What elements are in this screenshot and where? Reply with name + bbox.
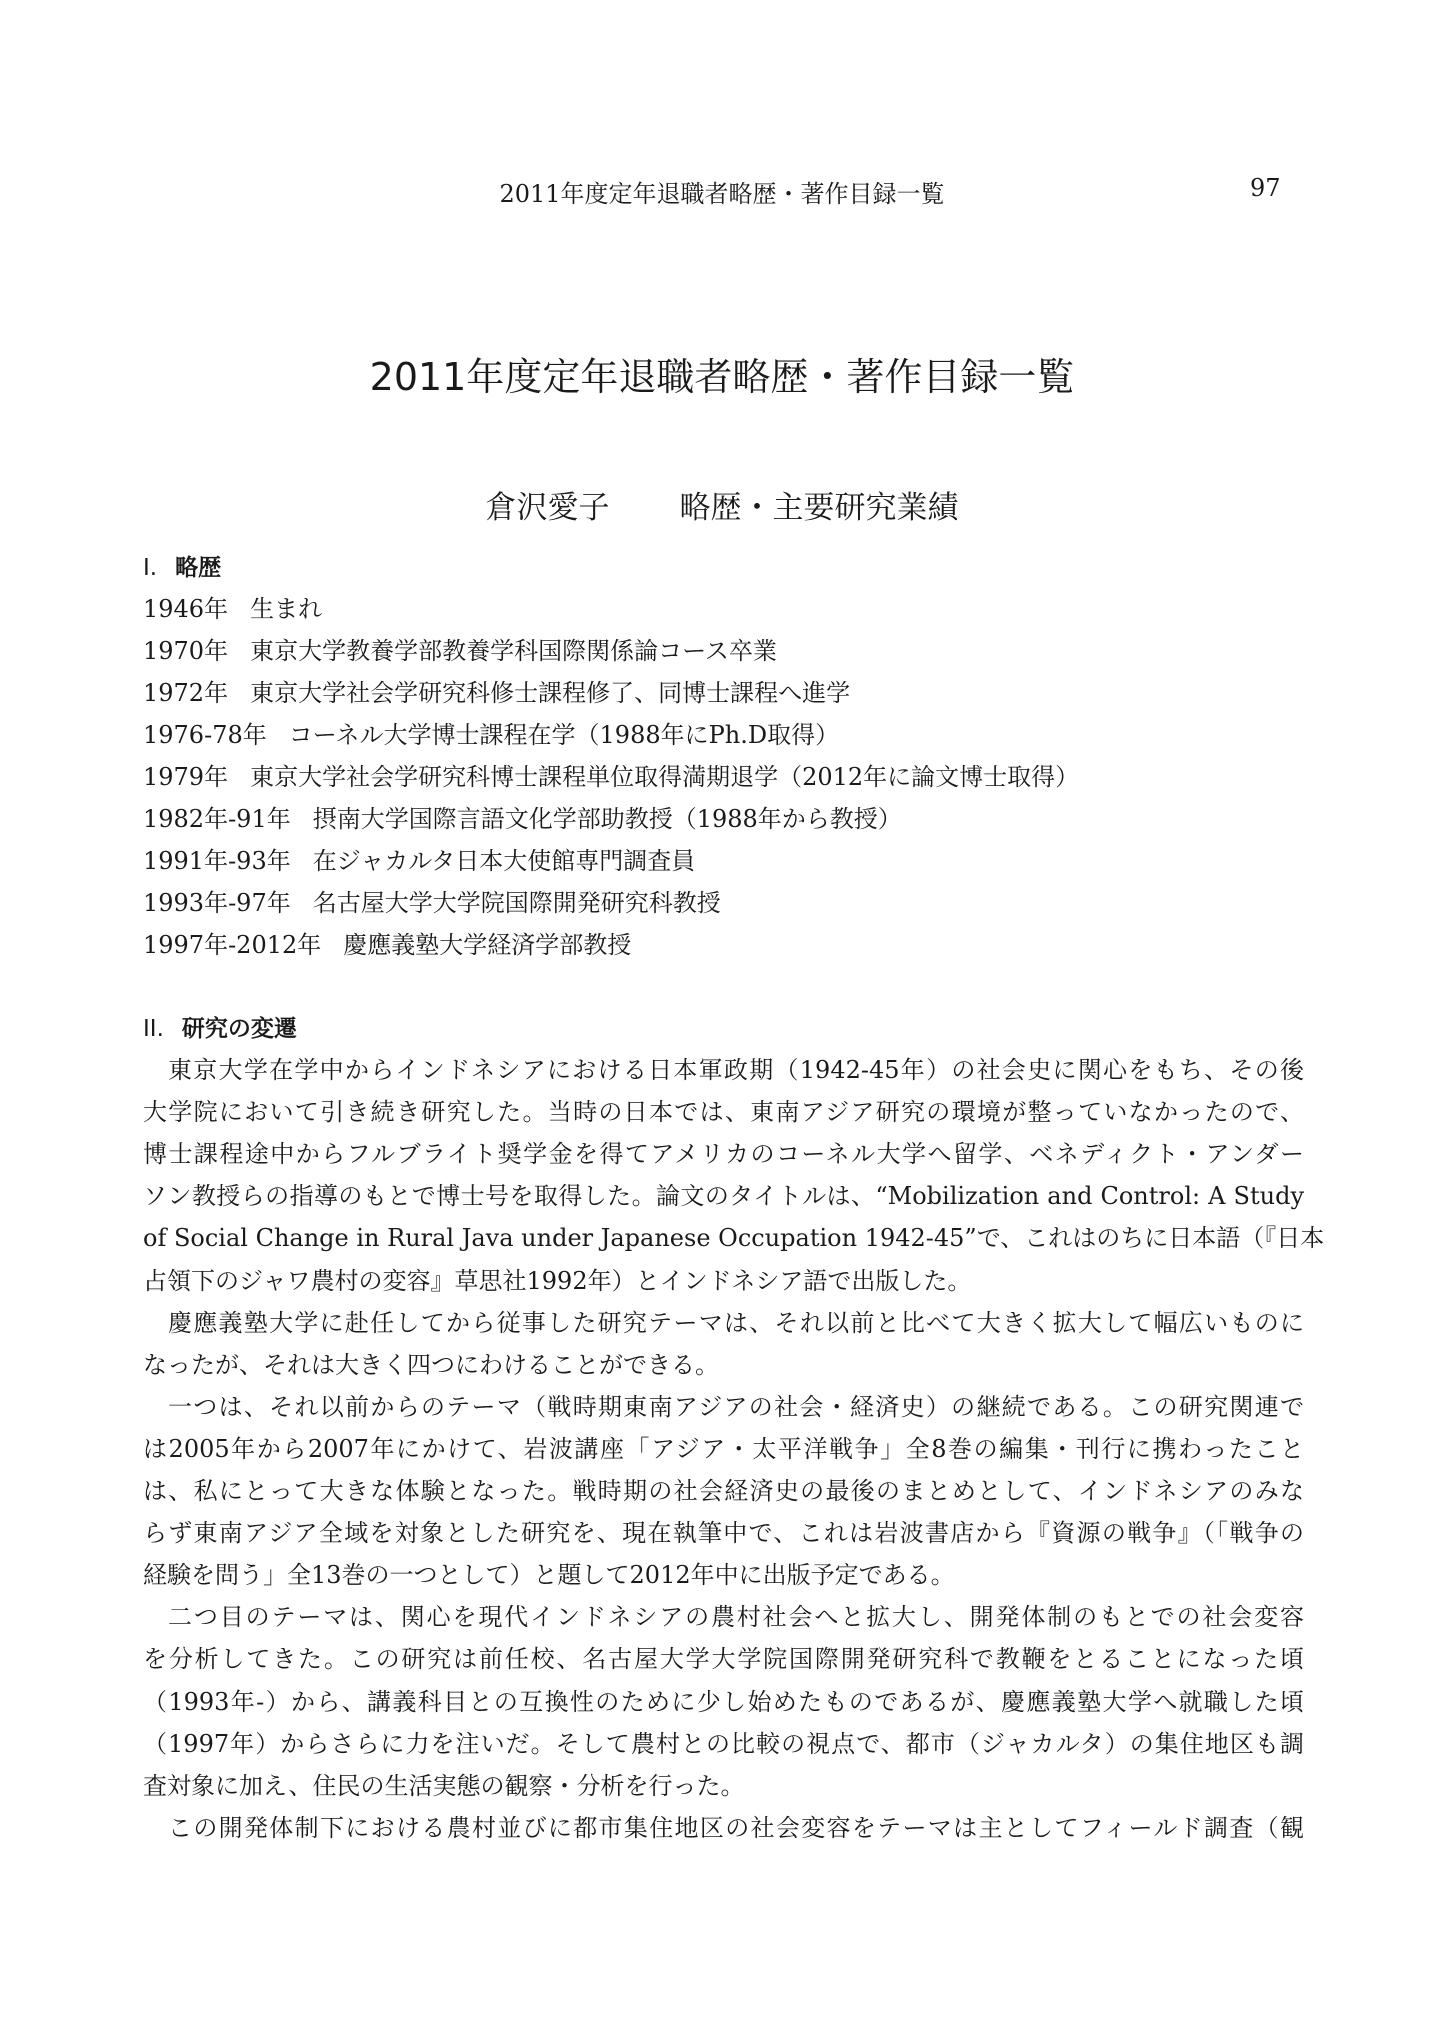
timeline-entry	[143, 715, 839, 750]
paragraph-line: 慶應義塾大学に赴任してから従事した研究テーマは、それ以前と比べて大きく拡大して幅広いものに	[168, 1308, 1304, 1337]
timeline-text: 東京大学教養学部教養学科国際関係論コース卒業	[250, 637, 777, 665]
timeline-entry	[143, 799, 902, 834]
section-title: 略歴	[175, 555, 222, 581]
paragraph-line: 占領下のジャワ農村の変容』草思社1992年）とインドネシア語で出版した。	[143, 1266, 972, 1295]
timeline-text: 慶應義塾大学経済学部教授	[343, 931, 632, 959]
paragraph-line: 一つは、それ以前からのテーマ（戦時期東南アジアの社会・経済史）の継続である。この研究関連で	[168, 1392, 1304, 1421]
running-header-title: 2011年度定年退職者略歴・著作目録一覧	[499, 180, 945, 208]
subtitle-label: 略歴・主要研究業績	[679, 490, 959, 526]
section-heading-career	[143, 549, 221, 582]
timeline-text: 在ジャカルタ日本大使館専門調査員	[312, 847, 696, 875]
timeline-text: 東京大学社会学研究科博士課程単位取得満期退学（2012年に論文博士取得）	[250, 763, 1080, 791]
timeline-entry	[143, 589, 322, 624]
timeline-text: 名古屋大学大学院国際開発研究科教授	[312, 889, 721, 917]
section-number: I.	[143, 555, 158, 581]
paragraph-line: of Social Change in Rural Java under Japanese Occupation 1942-45”で、これはのちに日本語（『日本	[143, 1224, 1325, 1253]
timeline-year: 1972年	[143, 679, 229, 707]
paragraph-line: らず東南アジア全域を対象とした研究を、現在執筆中で、これは岩波書店から『資源の戦争』（「戦争の	[143, 1519, 1304, 1548]
paragraph-line: 査対象に加え、住民の生活実態の観察・分析を行った。	[143, 1771, 745, 1800]
page-title: 2011年度定年退職者略歴・著作目録一覧	[369, 355, 1075, 399]
section-title: 研究の変遷	[181, 1016, 297, 1042]
timeline-year: 1976-78年	[143, 721, 267, 749]
timeline-entry	[143, 631, 777, 666]
timeline-year: 1946年	[143, 595, 229, 623]
timeline-text: 生まれ	[250, 595, 323, 623]
timeline-text: コーネル大学博士課程在学（1988年にPh.D取得）	[288, 721, 840, 749]
paragraph-line: は、私にとって大きな体験となった。戦時期の社会経済史の最後のまとめとして、インドネシアのみな	[143, 1477, 1304, 1505]
page-number: 97	[1250, 174, 1281, 202]
paragraph-line: 二つ目のテーマは、関心を現代インドネシアの農村社会へと拡大し、開発体制のもとでの社会変容	[168, 1603, 1304, 1632]
paragraph-line: 大学院において引き続き研究した。当時の日本では、東南アジア研究の環境が整っていなかったので、	[143, 1098, 1304, 1127]
paragraph-line: 東京大学在学中からインドネシアにおける日本軍政期（1942-45年）の社会史に関心をもち、その後	[168, 1056, 1304, 1084]
paragraph-line: は2005年から2007年にかけて、岩波講座「アジア・太平洋戦争」全8巻の編集・刊行に携わったこと	[143, 1434, 1304, 1463]
section-heading-research	[143, 1010, 297, 1043]
timeline-entry	[143, 673, 850, 708]
timeline-entry	[143, 883, 721, 918]
timeline-text: 摂南大学国際言語文化学部助教授（1988年から教授）	[312, 805, 902, 833]
author-name: 倉沢愛子	[485, 490, 610, 526]
section-number: II.	[143, 1016, 164, 1042]
paragraph-line: 経験を問う」全13巻の一つとして）と題して2012年中に出版予定である。	[143, 1561, 955, 1590]
timeline-year: 1979年	[143, 763, 229, 791]
timeline-year: 1970年	[143, 637, 229, 665]
timeline-year: 1991年-93年	[143, 847, 291, 875]
paragraph-line: を分析してきた。この研究は前任校、名古屋大学大学院国際開発研究科で教鞭をとることになった頃	[143, 1645, 1304, 1674]
paragraph-line: なったが、それは大きく四つにわけることができる。	[143, 1350, 719, 1379]
section-subtitle	[0, 482, 1434, 527]
timeline-year: 1997年-2012年	[143, 931, 322, 959]
paragraph-line: （1997年）からさらに力を注いだ。そして農村との比較の視点で、都市（ジャカルタ）の集住地区も調	[143, 1729, 1304, 1758]
timeline-entry	[143, 841, 695, 876]
paragraph-line: この開発体制下における農村並びに都市集住地区の社会変容をテーマは主としてフィールド調査（観	[168, 1813, 1304, 1842]
paragraph-line: （1993年-）から、講義科目との互換性のために少し始めたものであるが、慶應義塾大学へ就職した頃	[143, 1687, 1304, 1716]
timeline-entry	[143, 757, 1079, 792]
timeline-text: 東京大学社会学研究科修士課程修了、同博士課程へ進学	[250, 679, 851, 707]
timeline-entry	[143, 925, 631, 960]
timeline-year: 1993年-97年	[143, 889, 291, 917]
timeline-year: 1982年-91年	[143, 805, 291, 833]
paragraph-line: 博士課程途中からフルブライト奨学金を得てアメリカのコーネル大学へ留学、ベネディクト・アンダー	[143, 1140, 1304, 1169]
paragraph-line: ソン教授らの指導のもとで博士号を取得した。論文のタイトルは、“Mobilization and Control: A Study	[143, 1182, 1304, 1211]
